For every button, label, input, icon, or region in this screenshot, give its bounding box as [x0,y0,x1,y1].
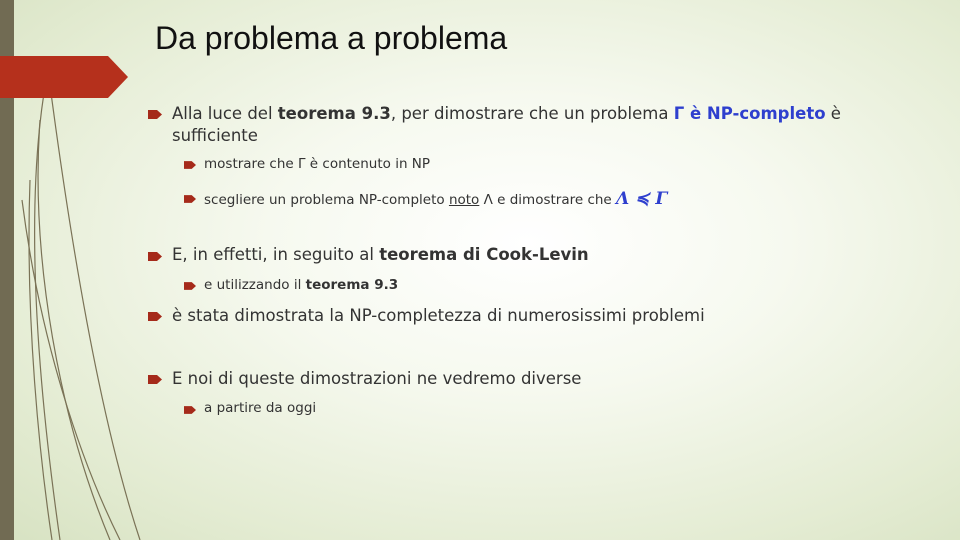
theorem-ref: teorema 9.3 [277,104,391,123]
bullet-icon [148,375,162,384]
bullet-4: E noi di queste dimostrazioni ne vedremo diverse [172,369,582,388]
theorem-ref: teorema 9.3 [305,277,399,293]
bullet-icon [184,406,198,415]
text: e utilizzando il [204,277,306,293]
bullet-icon [148,312,162,321]
highlight-text: Γ è NP-completo [673,104,826,123]
bullet-1-line-2: sufficiente [172,126,258,145]
bullet-1-sub-1: mostrare che Γ è contenuto in NP [204,156,431,172]
title-accent-tab [0,56,128,98]
bullet-icon [148,252,162,261]
reduction-formula: Λ ≼ Γ [616,189,668,209]
bullet-2 [172,245,589,264]
text: E, in effetti, in seguito al [172,245,380,264]
bullet-icon [184,161,198,170]
text: Alla luce del [172,104,278,123]
bullet-3: è stata dimostrata la NP-completezza di numerosissimi problemi [172,306,705,325]
bullet-1-line-1 [172,104,841,123]
underlined-text: noto [448,192,480,208]
bullet-icon [184,195,198,204]
bullet-1-sub-2 [204,189,667,209]
theorem-ref: teorema di Cook-Levin [379,245,589,264]
slide-title: Da problema a problema [155,20,508,56]
text: , per dimostrare che un problema [390,104,674,123]
bullet-icon [148,110,162,119]
text: Λ e dimostrare che [479,192,617,208]
bullet-2-sub-1 [204,277,398,293]
text: scegliere un problema NP-completo [204,192,449,208]
text: è [825,104,841,123]
bullet-icon [184,282,198,291]
bullet-4-sub-1: a partire da oggi [204,400,317,416]
